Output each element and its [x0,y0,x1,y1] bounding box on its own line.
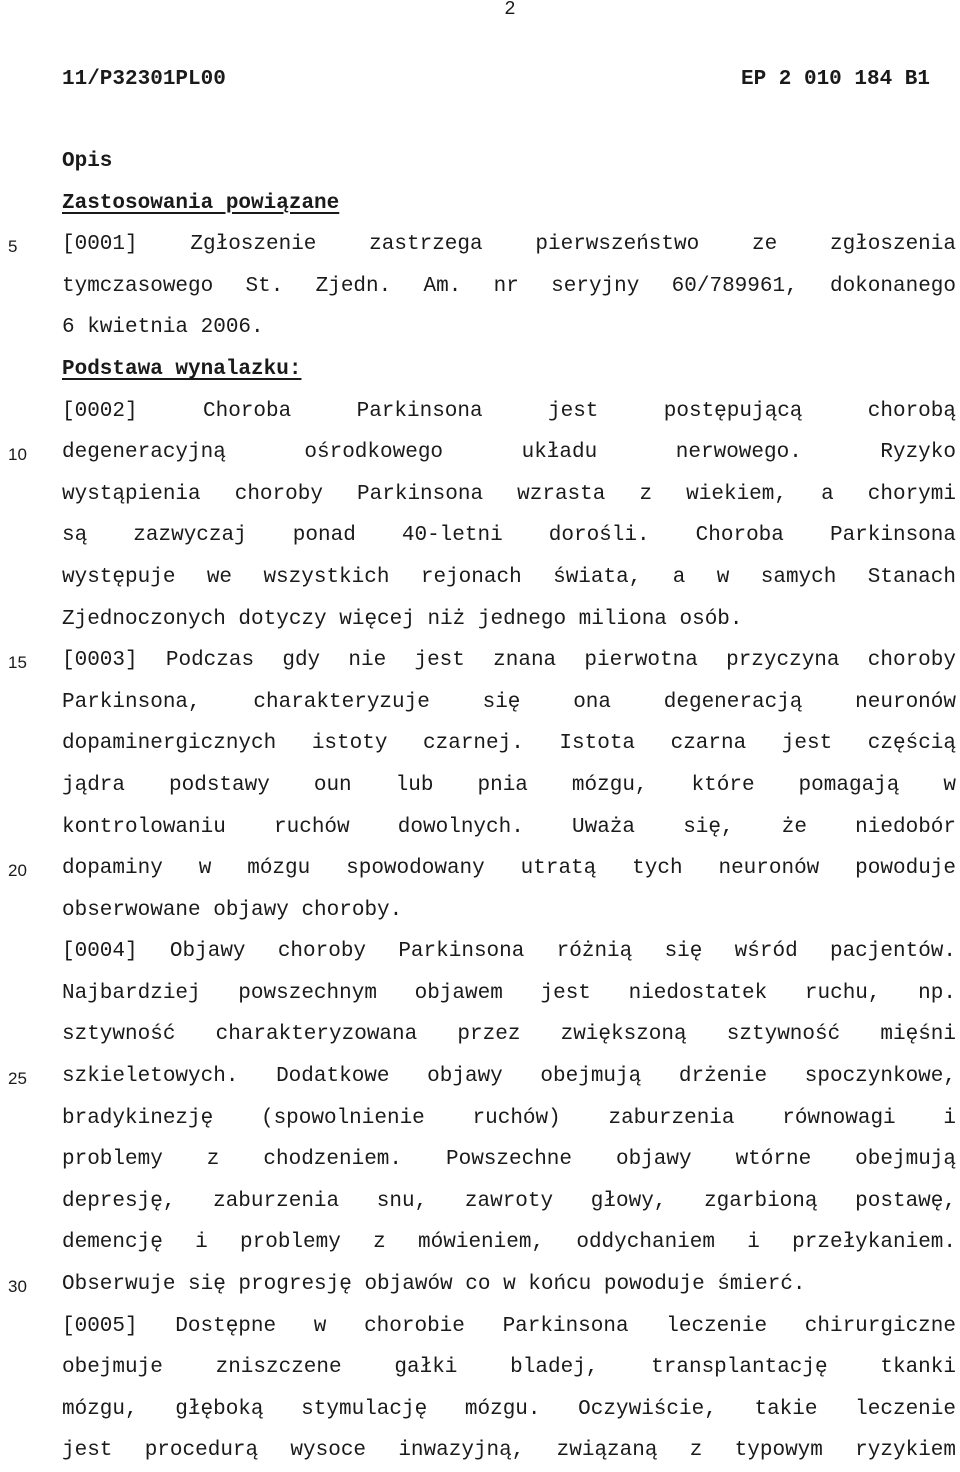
section-heading-text: Zastosowania powiązane [62,191,340,215]
text-line: obejmuje zniszczene gałki bladej, transplantację tkanki [62,1356,956,1380]
text-line: są zazwyczaj ponad 40-letni dorośli. Choroba Parkinsona [62,524,956,548]
text-line: [0001] Zgłoszenie zastrzega pierwszeństwo ze zgłoszenia [62,233,956,257]
text-line: depresję, zaburzenia snu, zawroty głowy, zgarbioną postawę, [62,1189,956,1213]
text-line: degeneracyjną ośrodkowego układu nerwowego. Ryzyko [62,441,956,465]
text-line: [0005] Dostępne w chorobie Parkinsona leczenie chirurgiczne [62,1314,956,1338]
section-heading [62,183,956,225]
section-title: Opis [62,150,113,173]
text-line: sztywność charakteryzowana przez zwiększoną sztywność mięśni [62,1023,956,1047]
text-line: mózgu, głęboką stymulację mózgu. Oczywiście, takie leczenie [62,1397,956,1421]
text-line: [0002] Choroba Parkinsona jest postępującą chorobą [62,399,956,423]
line-number: 10 [8,445,27,464]
text-line: problemy z chodzeniem. Powszechne objawy wtórne obejmują [62,1148,956,1172]
text-line: Obserwuje się progresję objawów co w końcu powoduje śmierć. [62,1273,806,1297]
page-number: 2 [504,0,516,20]
line-number: 30 [8,1277,27,1296]
text-line: tymczasowego St. Zjedn. Am. nr seryjny 60/789961, dokonanego [62,274,956,298]
document-reference: 11/P32301PL00 [62,68,226,91]
text-line: występuje we wszystkich rejonach świata, a w samych Stanach [62,565,956,589]
text-line: [0003] Podczas gdy nie jest znana pierwotna przyczyna choroby [62,649,956,673]
text-line: szkieletowych. Dodatkowe objawy obejmują drżenie spoczynkowe, [62,1065,956,1089]
text-line: Parkinsona, charakteryzuje się ona degeneracją neuronów [62,690,956,714]
section-heading [62,349,956,391]
text-line: wystąpienia choroby Parkinsona wzrasta z wiekiem, a chorymi [62,482,956,506]
text-line: dopaminy w mózgu spowodowany utratą tych neuronów powoduje [62,857,956,881]
section-heading-text: Podstawa wynalazku: [62,357,302,381]
text-line: Najbardziej powszechnym objawem jest niedostatek ruchu, np. [62,981,956,1005]
text-line: 6 kwietnia 2006. [62,316,264,340]
description-body [62,141,956,1472]
line-number: 20 [8,861,27,880]
text-line: demencję i problemy z mówieniem, oddychaniem i przełykaniem. [62,1231,956,1255]
text-line: bradykinezję (spowolnienie ruchów) zaburzenia równowagi i [62,1106,956,1130]
text-line: [0004] Objawy choroby Parkinsona różnią się wśród pacjentów. [62,940,956,964]
line-number: 25 [8,1069,27,1088]
line-number: 5 [8,237,18,256]
text-line: dopaminergicznych istoty czarnej. Istota czarna jest częścią [62,732,956,756]
text-line: Zjednoczonych dotyczy więcej niż jednego miliona osób. [62,607,743,631]
text-line: jest procedurą wysoce inwazyjną, związaną z typowym ryzykiem [62,1439,956,1463]
text-line: obserwowane objawy choroby. [62,898,403,922]
publication-number: EP 2 010 184 B1 [740,68,930,91]
text-line: kontrolowaniu ruchów dowolnych. Uważa się, że niedobór [62,815,956,839]
line-number: 15 [8,653,27,672]
text-line: jądra podstawy oun lub pnia mózgu, które pomagają w [62,773,956,797]
